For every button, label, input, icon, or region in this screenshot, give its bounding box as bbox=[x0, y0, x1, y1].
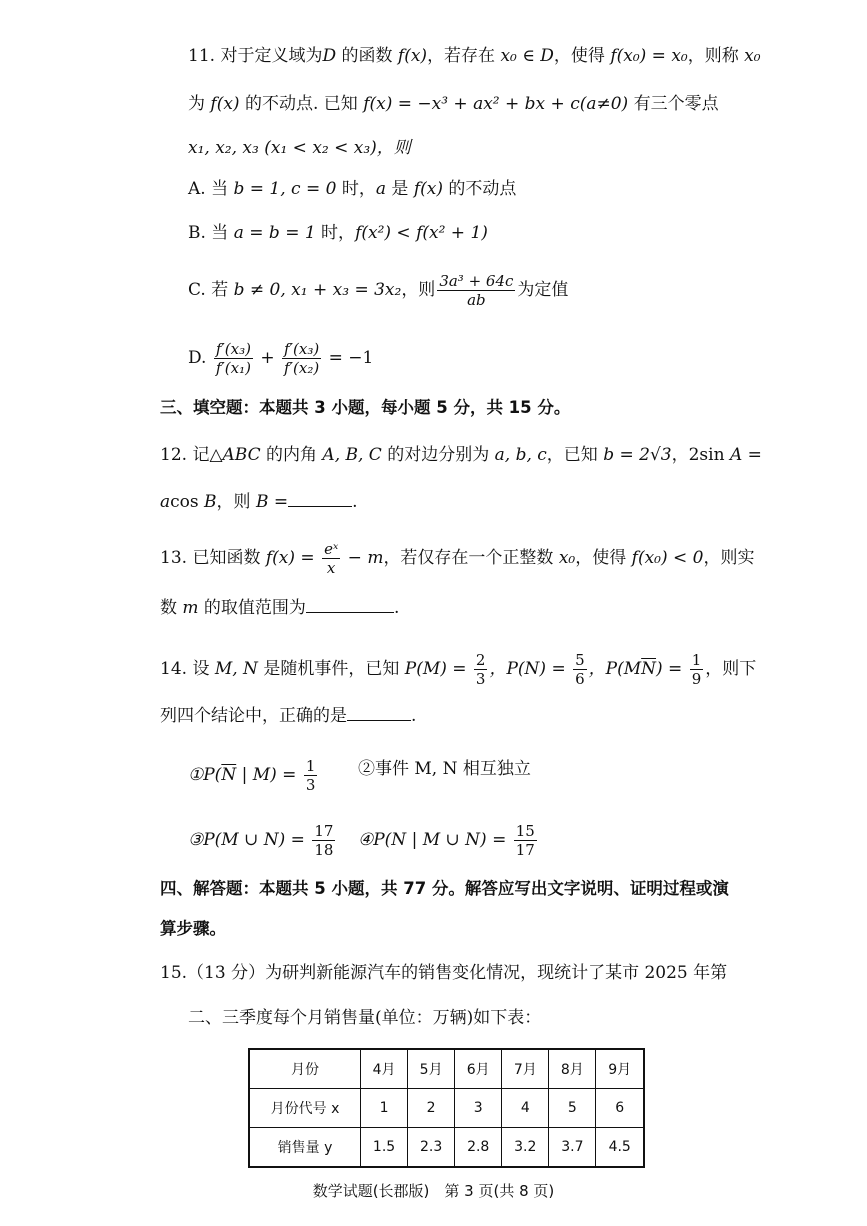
q13-text: ，使得 bbox=[575, 548, 632, 568]
fraction-numerator: f′(x₃) bbox=[284, 340, 320, 358]
q11-text: f(x) bbox=[397, 46, 428, 66]
fraction bbox=[322, 540, 340, 577]
q14-text: M, N bbox=[214, 659, 258, 679]
table-cell: 5 bbox=[549, 1089, 596, 1128]
fraction bbox=[690, 651, 704, 688]
q14-text: | M) = bbox=[236, 765, 302, 785]
q11-text: 有三个零点 bbox=[628, 94, 719, 114]
table-cell: 1 bbox=[361, 1089, 408, 1128]
q14-choice-3 bbox=[188, 822, 337, 859]
q13-line2 bbox=[160, 596, 399, 620]
q11-text: ，则称 bbox=[687, 46, 745, 66]
table-row bbox=[249, 1089, 644, 1128]
table-cell: 4 bbox=[502, 1089, 549, 1128]
q14-text: P(M) = bbox=[404, 659, 472, 679]
q11-line1 bbox=[188, 44, 761, 68]
table-cell: 1.5 bbox=[361, 1128, 408, 1168]
option-text: 是 bbox=[386, 179, 414, 199]
q11-text: f(x₀) = x₀ bbox=[610, 46, 688, 66]
table-cell: 3.7 bbox=[549, 1128, 596, 1168]
table-cell: 2 bbox=[408, 1089, 455, 1128]
fraction-denominator: 3 bbox=[475, 670, 486, 688]
q13-text: − m bbox=[342, 548, 384, 568]
q12-text: = bbox=[268, 492, 289, 512]
answer-blank[interactable] bbox=[347, 704, 411, 721]
option-text: a = b = 1 bbox=[233, 223, 316, 243]
q11-option-b bbox=[188, 221, 488, 245]
q11-text: ，使得 bbox=[553, 46, 611, 66]
option-text: ，则 bbox=[401, 280, 436, 300]
q12-text: A, B, C bbox=[322, 445, 382, 465]
sales-table bbox=[248, 1048, 645, 1168]
q14-text: ③P(M ∪ N) = bbox=[188, 830, 311, 850]
fraction-denominator: 6 bbox=[575, 670, 585, 688]
table-cell: 6 bbox=[596, 1089, 644, 1128]
q14-text: . bbox=[411, 706, 417, 726]
fraction-denominator: 3 bbox=[305, 776, 316, 794]
q12-text: 的对边分别为 bbox=[381, 445, 495, 465]
q13-text: 的取值范围为 bbox=[198, 598, 306, 618]
q12-text: ABC bbox=[222, 445, 261, 465]
q12-text: 的内角 bbox=[260, 445, 323, 465]
q11-option-c bbox=[188, 272, 568, 309]
q14-choice-2: ②事件 M, N 相互独立 bbox=[358, 759, 531, 779]
q15-line2: 二、三季度每个月销售量(单位：万辆)如下表： bbox=[188, 1008, 542, 1028]
q14-text: ，则下 bbox=[705, 659, 757, 679]
table-cell: 4月 bbox=[361, 1049, 408, 1089]
table-row bbox=[249, 1049, 644, 1089]
answer-blank[interactable] bbox=[288, 490, 352, 507]
fraction-numerator: 3a³ + 64c bbox=[439, 272, 514, 290]
q11-line2 bbox=[188, 92, 719, 116]
q11-text: f(x) bbox=[210, 94, 240, 114]
fraction-denominator: f′(x₁) bbox=[215, 359, 251, 377]
fraction-denominator: 9 bbox=[691, 670, 702, 688]
q12-text: B bbox=[255, 492, 269, 512]
q12-line1 bbox=[160, 443, 762, 467]
fraction-numerator: 15 bbox=[515, 822, 535, 840]
fraction bbox=[282, 340, 321, 377]
fraction-numerator: eˣ bbox=[324, 540, 339, 558]
fraction-numerator: 1 bbox=[691, 651, 702, 669]
fraction-denominator: f′(x₂) bbox=[284, 359, 320, 377]
fraction bbox=[573, 651, 587, 688]
q11-text: 的不动点. 已知 bbox=[239, 94, 364, 114]
table-cell: 月份 bbox=[249, 1049, 361, 1089]
option-text: f(x) bbox=[413, 179, 443, 199]
option-text: B. 当 bbox=[188, 223, 234, 243]
table-cell: 销售量 y bbox=[249, 1128, 361, 1168]
q13-text: x₀ bbox=[558, 548, 576, 568]
table-cell: 9月 bbox=[596, 1049, 644, 1089]
q13-text: m bbox=[182, 598, 199, 618]
q11-text: x₀ bbox=[744, 46, 761, 66]
q12-text: . bbox=[352, 492, 358, 512]
q14-text: 列四个结论中，正确的是 bbox=[160, 706, 347, 726]
q13-text: 数 bbox=[160, 598, 183, 618]
option-text: D. bbox=[188, 348, 212, 368]
fraction-denominator: ab bbox=[467, 291, 486, 309]
q14-choice-1 bbox=[188, 757, 319, 794]
fraction-numerator: 2 bbox=[475, 651, 486, 669]
table-cell: 2.8 bbox=[455, 1128, 502, 1168]
option-text: 的不动点 bbox=[442, 179, 517, 199]
q14-text: $\overline{N}$ bbox=[221, 765, 237, 785]
q14-text: $\overline{N}$ bbox=[641, 659, 657, 679]
q12-text: = bbox=[742, 445, 762, 465]
fraction-numerator: 5 bbox=[575, 651, 585, 669]
table-row bbox=[249, 1128, 644, 1168]
table-cell: 2.3 bbox=[408, 1128, 455, 1168]
q13-line1 bbox=[160, 540, 754, 577]
fraction bbox=[312, 822, 335, 859]
q13-text: . bbox=[393, 598, 400, 618]
q15-line1: 15.（13 分）为研判新能源汽车的销售变化情况，现统计了某市 2025 年第 bbox=[160, 963, 728, 983]
q13-text: = bbox=[295, 548, 321, 568]
q14-text: 14. 设 bbox=[160, 659, 215, 679]
q11-text: f(x) = −x³ + ax² + bx + c(a≠0) bbox=[363, 94, 629, 114]
q12-text: ，则 bbox=[216, 492, 256, 512]
fraction-numerator: 17 bbox=[314, 822, 334, 840]
q13-text: f(x) bbox=[265, 548, 295, 568]
table-cell: 4.5 bbox=[596, 1128, 644, 1168]
q12-text: ，2sin bbox=[671, 445, 730, 465]
table-cell: 6月 bbox=[455, 1049, 502, 1089]
fraction bbox=[474, 651, 488, 688]
q11-text: 11. 对于定义域为 bbox=[188, 46, 323, 66]
q11-text: D bbox=[322, 46, 337, 66]
page-footer: 数学试题(长郡版) 第 3 页(共 8 页) bbox=[312, 1182, 555, 1200]
answer-blank[interactable] bbox=[306, 596, 394, 613]
option-text: b ≠ 0, x₁ + x₃ = 3x₂ bbox=[233, 280, 402, 300]
option-text: = −1 bbox=[323, 348, 374, 368]
q13-text: f(x₀) < 0 bbox=[631, 548, 704, 568]
q14-text: ) = bbox=[656, 659, 688, 679]
section-heading-solutions-cont: 算步骤。 bbox=[160, 919, 226, 938]
table-cell: 3 bbox=[455, 1089, 502, 1128]
q12-text: B bbox=[204, 492, 217, 512]
table-cell: 3.2 bbox=[502, 1128, 549, 1168]
q14-line2 bbox=[160, 704, 416, 728]
table-cell: 8月 bbox=[549, 1049, 596, 1089]
q14-line1 bbox=[160, 651, 756, 688]
fraction bbox=[214, 340, 253, 377]
option-text: 时， bbox=[315, 223, 356, 243]
option-text: 时， bbox=[336, 179, 376, 199]
q12-text: 12. 记△ bbox=[160, 445, 223, 465]
fraction-numerator: 1 bbox=[305, 757, 316, 775]
option-text: f(x²) < f(x² + 1) bbox=[355, 223, 488, 243]
option-text: A. 当 bbox=[188, 179, 234, 199]
q11-text: x₀ ∈ D bbox=[500, 46, 554, 66]
section-heading-solutions: 四、解答题：本题共 5 小题，共 77 分。解答应写出文字说明、证明过程或演 bbox=[160, 879, 729, 898]
fraction-denominator: x bbox=[326, 559, 336, 577]
q12-line2 bbox=[160, 490, 358, 514]
q11-text: 的函数 bbox=[336, 46, 398, 66]
fraction-numerator: f′(x₃) bbox=[215, 340, 251, 358]
q13-text: 13. 已知函数 bbox=[160, 548, 266, 568]
table-cell: 7月 bbox=[502, 1049, 549, 1089]
q12-text: a bbox=[160, 492, 171, 512]
option-text: C. 若 bbox=[188, 280, 234, 300]
q11-text: ，若存在 bbox=[427, 46, 501, 66]
fraction bbox=[514, 822, 537, 859]
section-heading-fill-in: 三、填空题：本题共 3 小题，每小题 5 分，共 15 分。 bbox=[160, 398, 571, 417]
fraction-denominator: 17 bbox=[515, 841, 535, 859]
q12-text: b = 2√3 bbox=[603, 445, 672, 465]
table-cell: 5月 bbox=[408, 1049, 455, 1089]
q12-text: ，已知 bbox=[546, 445, 604, 465]
q11-line3: x₁, x₂, x₃ (x₁ < x₂ < x₃)，则 bbox=[188, 138, 411, 158]
fraction bbox=[304, 757, 318, 794]
table-cell: 月份代号 x bbox=[249, 1089, 361, 1128]
q14-choice-4 bbox=[358, 822, 539, 859]
q14-text: ①P( bbox=[188, 765, 222, 785]
fraction-denominator: 18 bbox=[314, 841, 334, 859]
q14-text: 是随机事件，已知 bbox=[257, 659, 405, 679]
q14-text: ④P(N | M ∪ N) = bbox=[358, 830, 512, 850]
option-text: a bbox=[375, 179, 386, 199]
q13-text: ，则实 bbox=[703, 548, 755, 568]
q11-option-a bbox=[188, 177, 516, 201]
q14-text: ，P(M bbox=[588, 659, 642, 679]
q12-text: cos bbox=[170, 492, 205, 512]
q12-text: A bbox=[729, 445, 743, 465]
q11-text: 为 bbox=[188, 94, 211, 114]
fraction bbox=[437, 272, 515, 309]
option-text: 为定值 bbox=[517, 280, 569, 300]
option-text: b = 1, c = 0 bbox=[233, 179, 337, 199]
q11-option-d bbox=[188, 340, 373, 377]
q13-text: ，若仅存在一个正整数 bbox=[383, 548, 559, 568]
q12-text: a, b, c bbox=[494, 445, 547, 465]
q14-text: ，P(N) = bbox=[489, 659, 572, 679]
option-text: + bbox=[254, 348, 281, 368]
